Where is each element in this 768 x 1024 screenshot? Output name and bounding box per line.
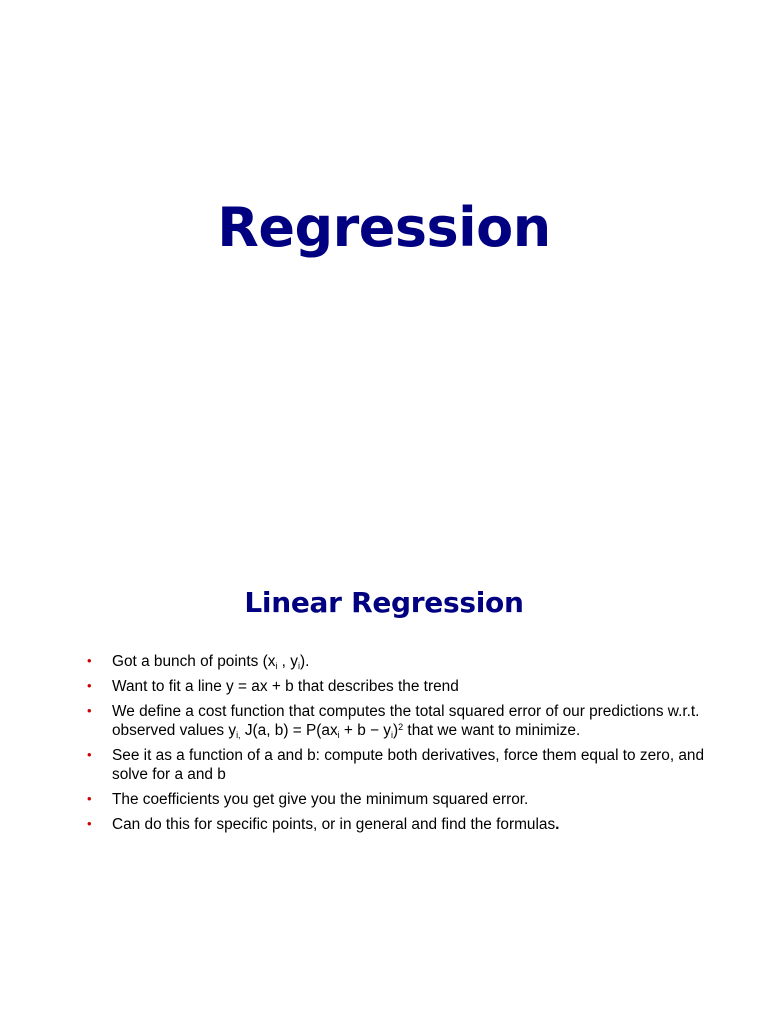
bullet-item	[84, 790, 724, 809]
bullet-text: Can do this for specific points, or in general and find the formulas.	[112, 816, 560, 833]
bullet-text: We define a cost function that computes the total squared error of our predictions w.r.t. observed values $y_{i,}$ J(a, $b) = P(ax_i + b - y_i)^2$ that we want to minimize.	[112, 703, 700, 740]
bullet-icon: •	[87, 791, 92, 806]
bullet-item	[84, 652, 724, 671]
bullet-text: See it as a function of a and b: compute both derivatives, force them equal to zero, and solve for a and b	[112, 747, 705, 783]
bullet-icon: •	[87, 653, 92, 668]
bullet-text: The coefficients you get give you the minimum squared error.	[112, 791, 529, 808]
slide-title: Linear Regression	[244, 586, 524, 619]
bullet-icon: •	[87, 747, 92, 762]
bullet-item	[84, 702, 724, 740]
slide-title: Regression	[217, 196, 551, 259]
bullet-icon: •	[87, 678, 92, 693]
bullet-text: Got a bunch of points ($x_i$ , $y_i$).	[112, 653, 310, 671]
bullet-item	[84, 677, 724, 696]
bullet-item	[84, 746, 724, 784]
bullet-item	[84, 815, 724, 834]
bullet-list	[84, 652, 724, 840]
bullet-text: Want to fit a line y = ax + b that describes the trend	[112, 678, 459, 695]
slide-linear-regression	[0, 512, 768, 1024]
bullet-icon: •	[87, 816, 92, 831]
bullet-icon: •	[87, 703, 92, 718]
